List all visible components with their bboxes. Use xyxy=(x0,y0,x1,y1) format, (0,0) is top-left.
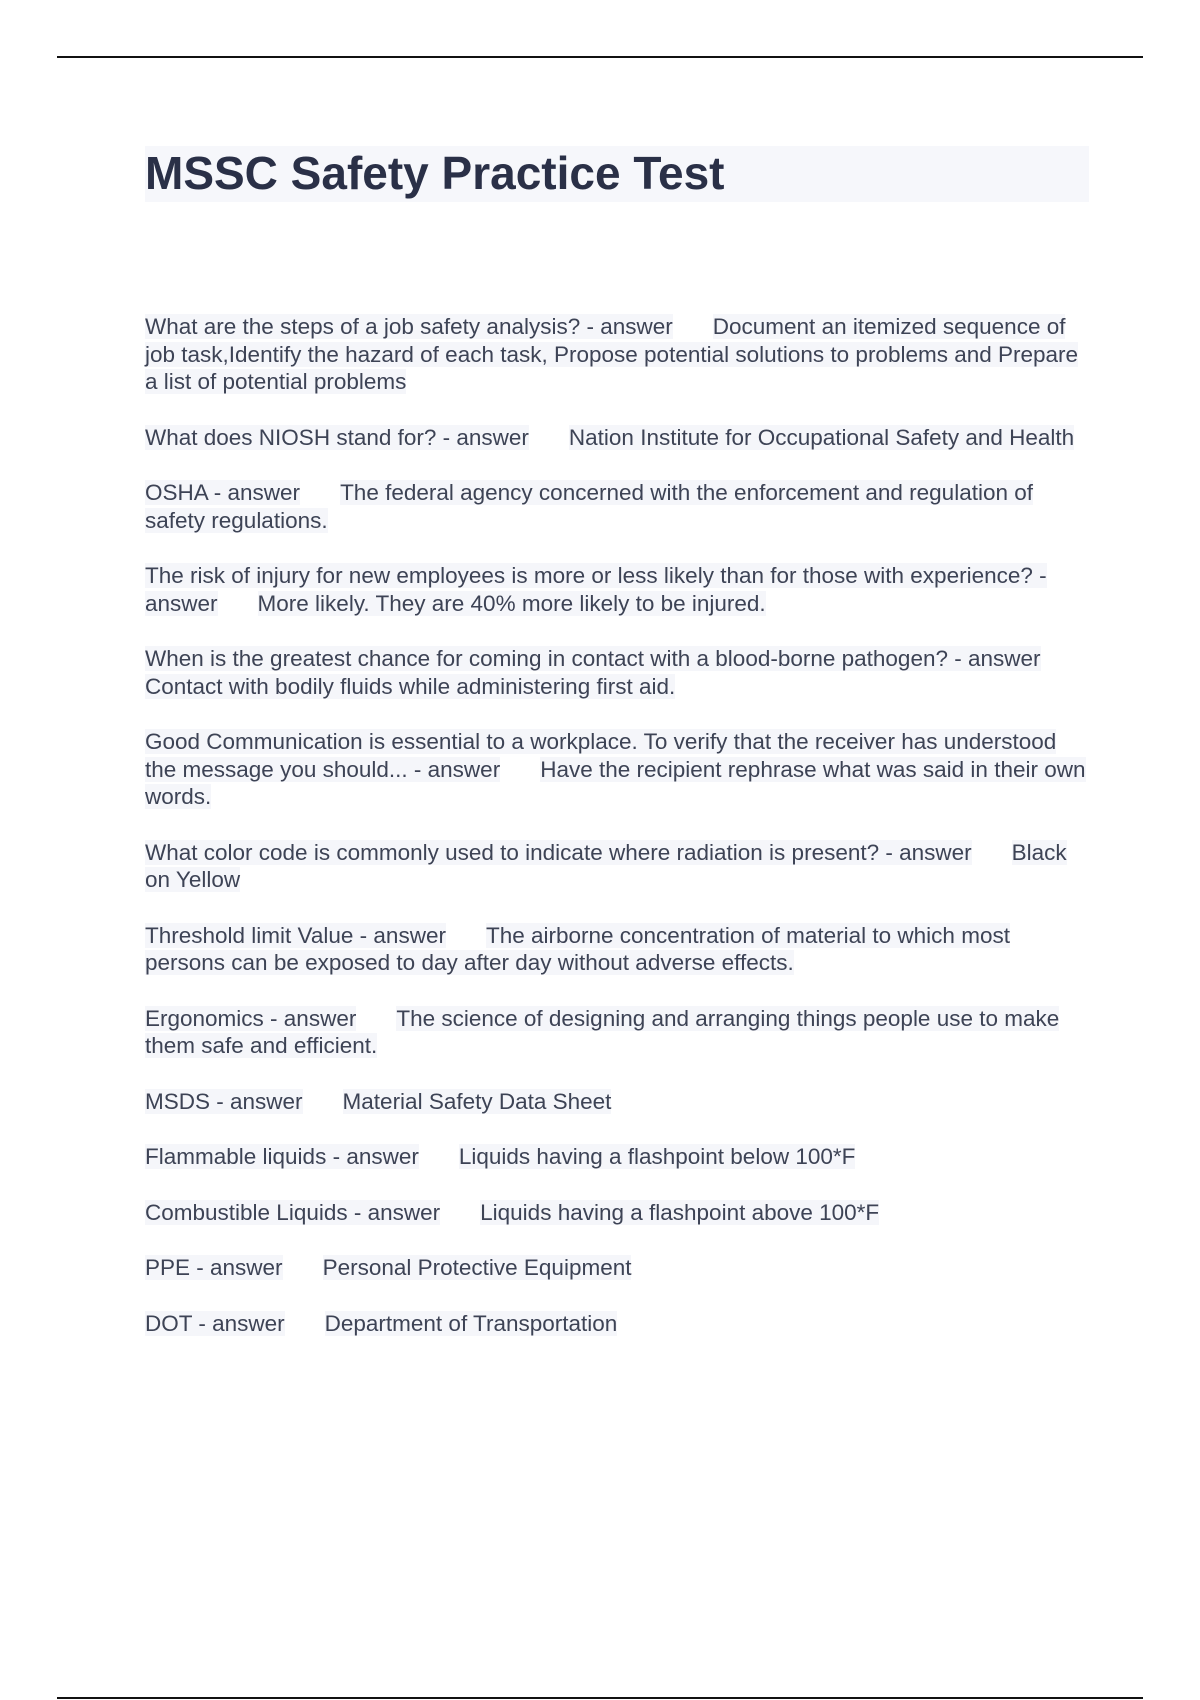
answer-text: Material Safety Data Sheet xyxy=(342,1088,612,1114)
qa-item xyxy=(145,1005,1089,1060)
answer-text: Have the recipient rephrase what was said in their own words. xyxy=(145,756,1086,809)
answer-text: The federal agency concerned with the enforcement and regulation of safety regulations. xyxy=(145,480,1034,533)
qa-item xyxy=(145,313,1089,396)
answer-text: More likely. They are 40% more likely to be injured. xyxy=(257,590,766,616)
qa-item xyxy=(145,562,1089,617)
qa-item xyxy=(145,839,1089,894)
question-text: PPE - answer xyxy=(145,1255,283,1280)
qa-item xyxy=(145,645,1089,700)
question-text: What color code is commonly used to indicate where radiation is present? - answer xyxy=(145,839,972,865)
qa-item xyxy=(145,424,1089,452)
qa-list xyxy=(145,313,1089,1337)
question-text: Ergonomics - answer xyxy=(145,1005,357,1031)
qa-item xyxy=(145,1143,1089,1171)
document-title: MSSC Safety Practice Test xyxy=(145,146,1089,202)
question-text: MSDS - answer xyxy=(145,1088,303,1114)
answer-text: Liquids having a flashpoint below 100*F xyxy=(458,1144,856,1169)
question-text: What does NIOSH stand for? - answer xyxy=(145,424,529,450)
bottom-rule xyxy=(57,1697,1143,1699)
qa-item xyxy=(145,728,1089,811)
answer-text: Black on Yellow xyxy=(145,839,1067,892)
question-text: When is the greatest chance for coming in contact with a blood-borne pathogen? - answer xyxy=(145,646,1041,671)
answer-text: Nation Institute for Occupational Safety and Health xyxy=(568,424,1075,450)
qa-item xyxy=(145,1199,1089,1227)
question-text: DOT - answer xyxy=(145,1310,285,1336)
qa-item xyxy=(145,1254,1089,1282)
answer-text: Document an itemized sequence of job task,Identify the hazard of each task, Propose potential solutions to problems and Prepare a list of potential problems xyxy=(145,314,1079,394)
question-text: What are the steps of a job safety analysis? - answer xyxy=(145,314,673,339)
answer-text: Personal Protective Equipment xyxy=(322,1255,632,1280)
question-text: OSHA - answer xyxy=(145,480,301,505)
top-rule xyxy=(57,56,1143,58)
qa-item xyxy=(145,479,1089,534)
answer-text: Liquids having a flashpoint above 100*F xyxy=(480,1199,880,1225)
qa-item xyxy=(145,1088,1089,1116)
document-body xyxy=(145,146,1089,1365)
question-text: The risk of injury for new employees is more or less likely than for those with experience? - answer xyxy=(145,563,1047,616)
question-text: Combustible Liquids - answer xyxy=(145,1199,441,1225)
question-text: Good Communication is essential to a workplace. To verify that the receiver has understood the message you should... - answer xyxy=(145,729,1057,782)
qa-item xyxy=(145,1310,1089,1338)
qa-item xyxy=(145,922,1089,977)
answer-text: The science of designing and arranging things people use to make them safe and efficient. xyxy=(145,1005,1060,1058)
answer-text: Department of Transportation xyxy=(324,1310,618,1336)
question-text: Flammable liquids - answer xyxy=(145,1144,419,1169)
answer-text: Contact with bodily fluids while administering first aid. xyxy=(145,673,676,699)
answer-text: The airborne concentration of material to which most persons can be exposed to day after day without adverse effects. xyxy=(145,922,1010,975)
question-text: Threshold limit Value - answer xyxy=(145,922,446,948)
